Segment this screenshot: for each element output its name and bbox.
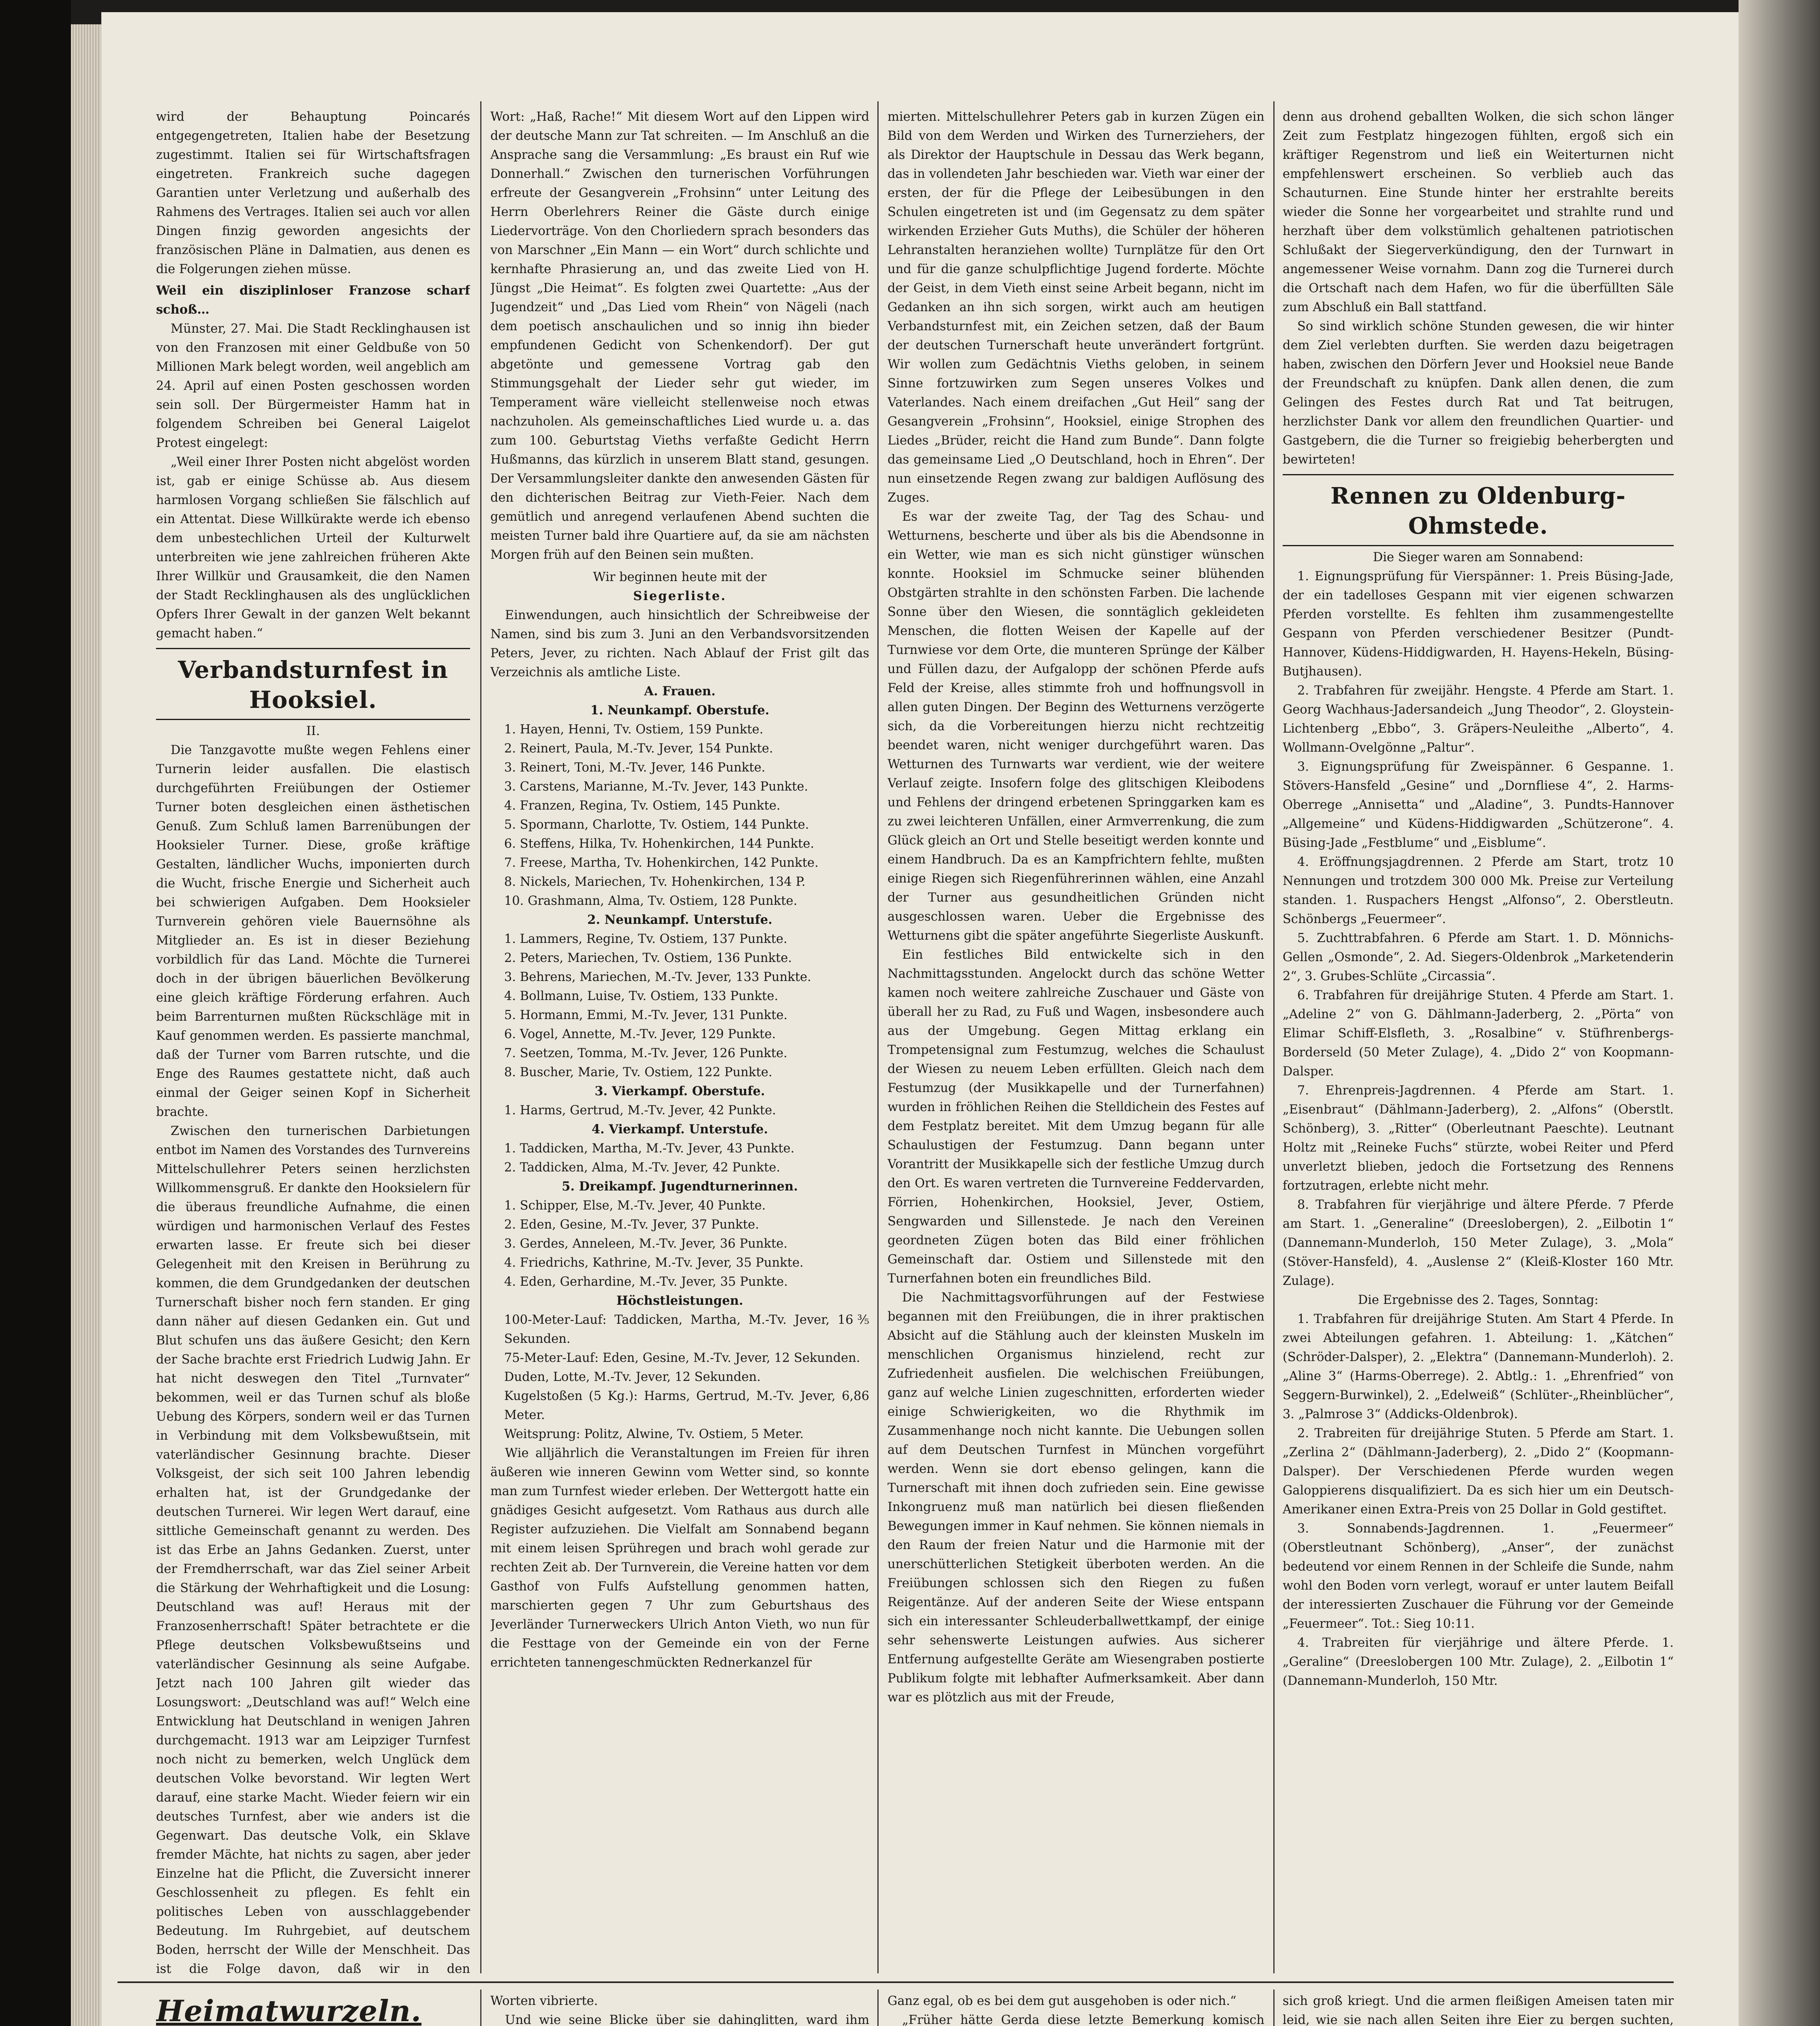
section-title: Verbandsturnfest in Hooksiel. [178,656,449,714]
column-rule [1273,101,1275,1973]
group-head: 5. Dreikampf. Jugendturnerinnen. [562,1179,798,1194]
race-result: 3. Eignungsprüfung für Zweispänner. 6 Gespanne. 1. Stövers-Hansfeld „Gesine“ und „Dornfliese 4“, 2. Harms-Oberrege „Annisetta“ und „Aladine“, 3. Pundts-Hannover „Allgemeine“ und Küdens-Hiddigwarden „Schützerone“. 4. Büsing-Jade „Festblume“ und „Eisblume“. [1283,760,1674,850]
page-edge-stack [71,24,101,2026]
list-item: 7. Freese, Martha, Tv. Hohenkirchen, 142 Punkte. [504,856,819,870]
serial-title: Heimatwurzeln. [156,1994,422,2026]
paragraph: Worten vibrierte. [490,1994,598,2008]
paragraph: mierten. Mittelschullehrer Peters gab in kurzen Zügen ein Bild von dem Werden und Wirken des Turnerziehers, der als Direktor der Hauptschule in Dessau das Werk begann, das in vollendeten Jahr beschieden war. Vieth war einer der ersten, der für die Pflege der Leibesübungen in den Schulen eingetreten ist und (im Gegensatz zu dem später wirkenden Erzieher Guts Muths), die Schüler der höheren Lehranstalten heranziehen wollte) Turnplätze für den Ort und für die ganze schulpflichtige Jugend forderte. Möchte der Geist, in dem Vieth einst seine Arbeit begann, nicht im Gedanken an ihn sich sorgen, wirkt auch am heutigen Verbandsturnfest mit, ein Zeichen setzen, daß der Baum der deutschen Turnerschaft heute unverändert fortgrünt. Wir wollen zum Gedächtnis Vieths geloben, in seinem Sinne fortzuwirken zum Segen unseres Volkes und Vaterlandes. Nach einem dreifachen „Gut Heil“ sang der Gesangverein „Frohsinn“, Hooksiel, einige Strophen des Liedes „Brüder, reicht die Hand zum Bunde“. Dann folgte das gemeinsame Lied „O Deutschland, hoch in Ehren“. Der nun einsetzende Regen zwang zur baldigen Auflösung des Zuges. [888,110,1264,505]
race-result: 5. Zuchttrabfahren. 6 Pferde am Start. 1. D. Mönnichs-Gellen „Osmonde“, 2. Ad. Siegers-Oldenbrok „Marketenderin 2“, 3. Grubes-Schlüte „Circassia“. [1283,931,1674,983]
paragraph: Die Nachmittagsvorführungen auf der Festwiese begannen mit den Freiübungen, die in ihrer praktischen Absicht auf die Stählung auch der kleinsten Muskeln im menschlichen Organismus hinzielend, recht zur Zufriedenheit ausfielen. Die welchischen Freiübungen, ganz auf welche Linien zugeschnitten, erforderten wieder einige Schwierigkeiten, wo die Rhythmik im Zusammenhange noch nicht kannte. Die Uebungen sollen auf dem Deutschen Turnfest in München vorgeführt werden. Wenn sie dort ebenso gelingen, kann die Turnerschaft mit ihnen doch zufrieden sein. Eine gewisse Inkongruenz muß man natürlich bei diesen fließenden Bewegungen immer in Kauf nehmen. Sie können niemals in den Raum der freien Natur und die Harmonie mit der unerschütterlichen Stetigkeit überboten werden. An die Freiübungen schlossen sich den Riegen zu fußen Reigentänze. Auf der anderen Seite der Wiese entspann sich ein interessanter Schleuderballwettkampf, der einige sehr sehenswerte Leistungen aufwies. Aus sicherer Entfernung aufgestellte Geräte am Wiesengraben postierte Publikum folgte mit lebhafter Aufmerksamkeit. Aber dann war es plötzlich aus mit der Freude, [888,1291,1264,1705]
list-item: Weitsprung: Politz, Alwine, Tv. Ostiem, 5 Meter. [504,1427,804,1441]
list-item: 3. Gerdes, Anneleen, M.-Tv. Jever, 36 Punkte. [504,1237,788,1251]
paragraph: Wie alljährlich die Veranstaltungen im Freien für ihren äußeren wie inneren Gewinn vom Wetter sind, so konnte man zum Turnfest wieder erleben. Der Wettergott hatte ein gnädiges Gesicht aufgesetzt. Vom Rathaus aus durch alle Register aufzuziehen. Die Vielfalt am Sonnabend begann mit einem leisen Sprühregen und brach wohl gerade zur rechten Zeit ab. Der Turnverein, die Vereine hatten vor dem Gasthof von Fulfs Aufstellung genommen hatten, marschierten gegen 7 Uhr zum Geburtshaus des Jeverländer Turnerweckers Ulrich Anton Vieth, wo nun für die Festtage von der Gemeinde ein von der Ferne errichteten tannengeschmückten Rednerkanzel für [490,1446,869,1670]
section-heading-box [156,648,470,720]
list-item: 4. Bollmann, Luise, Tv. Ostiem, 133 Punkte. [504,989,778,1003]
race-result: 1. Trabfahren für dreijährige Stuten. Am Start 4 Pferde. In zwei Abteilungen gefahren. 1. Abteilung: 1. „Kätchen“ (Schröder-Dalsper), 2. „Elektra“ (Dannemann-Munderloh). 2. „Aline 3“ (Harms-Oberrege). 2. Abtlg.: 1. „Ehrenfried“ von Seggern-Burwinkel), 2. „Edelweiß“ (Schlüter-„Rheinblücher“, 3. „Palmrose 3“ (Addicks-Oldenbrok). [1283,1312,1674,1421]
list-item: 1. Lammers, Regine, Tv. Ostiem, 137 Punkte. [504,932,787,946]
list-item: 8. Nickels, Mariechen, Tv. Hohenkirchen, 134 P. [504,875,806,889]
list-item: 10. Grashmann, Alma, Tv. Ostiem, 128 Punkte. [504,894,798,908]
paragraph: Münster, 27. Mai. Die Stadt Recklinghausen ist von den Franzosen mit einer Geldbuße von 50 Millionen Mark belegt worden, weil angeblich am 24. April auf einen Posten geschossen worden sein soll. Der Bürgermeister Hamm hat in folgendem Schreiben bei General Laigelot Protest eingelegt: [156,322,470,450]
intro: Wir beginnen heute mit der [593,570,767,584]
serial-column-1 [156,1992,470,2026]
list-note: Einwendungen, auch hinsichtlich der Schreibweise der Namen, sind bis zum 3. Juni an den Verbandsvorsitzenden Peters, Jever, zu richten. Nach Ablauf der Frist gilt das Verzeichnis als amtliche Liste. [490,608,869,680]
paragraph: „Weil einer Ihrer Posten nicht abgelöst worden ist, gab er einige Schüsse ab. Aus diesem harmlosen Vorgang schließen Sie fälschlich auf ein Attentat. Diese Willkürakte werde ich ebenso dem unbestechlichen Urteil der Kulturwelt unterbreiten wie jene zahlreichen früheren Akte Ihrer Willkür und Grausamkeit, die den Namen der Stadt Recklinghausen als des unglücklichen Opfers Ihrer Gewalt in der ganzen Welt bekannt gemacht haben.“ [156,455,470,641]
list-heading: Siegerliste. [633,589,727,603]
race-result: 8. Trabfahren für vierjährige und ältere Pferde. 7 Pferde am Start. 1. „Generaline“ (Dreeslobergen), 2. „Eilbotin 1“ (Dannemann-Munderloh, 150 Meter Zulage), 3. „Mola“ (Stöver-Hansfeld), 4. „Auslense 2“ (Kleiß-Kloster 160 Mtr. Zulage). [1283,1198,1674,1288]
list-item: 6. Steffens, Hilka, Tv. Hohenkirchen, 144 Punkte. [504,837,815,851]
list-item: Duden, Lotte, M.-Tv. Jever, 12 Sekunden. [504,1370,761,1384]
list-item: 1. Schipper, Else, M.-Tv. Jever, 40 Punkte. [504,1199,766,1213]
paragraph: Ein festliches Bild entwickelte sich in den Nachmittagsstunden. Angelockt durch das schöne Wetter kamen noch weitere zahlreiche Zuschauer und Gäste von überall her zu Rad, zu Fuß und Wagen, insbesondere auch aus der Umgebung. Gegen Mittag erklang ein Trompetensignal zum Festumzug, welches die Schaulust der Wiesen zu neuem Leben erfüllten. Gleich nach dem Festumzug (der Musikkapelle und der Turnerfahnen) wurden in fröhlichen Reihen die Stelldichein des Festes auf dem Festplatz bereitet. Mit dem Umzug begann für alle Schaulustigen der Festumzug. Dann begann unter Vorantritt der Musikkapelle sich der festliche Umzug durch den Ort. Es waren vertreten die Turnvereine Feddervarden, Förrien, Hohenkirchen, Hooksiel, Jever, Ostiem, Sengwarden und Sillenstede. Je nach den Vereinen geordneten Zügen boten das Bild einer fröhlichen Gemeinschaft dar. Ostiem und Sillenstede mit den Turnerfahnen boten ein freundliches Bild. [888,948,1264,1286]
list-item: 6. Vogel, Annette, M.-Tv. Jever, 129 Punkte. [504,1027,776,1041]
paragraph: wird der Behauptung Poincarés entgegengetreten, Italien habe der Besetzung zugestimmt. Italien sei für Wirtschaftsfragen eingetreten. Frankreich suche dagegen Garantien unter Verletzung und außerhalb des Rahmens des Vertrages. Italien sei auch vor allen Dingen finzig geworden angesichts der französischen Pläne in Dalmatien, aus denen es die Folgerungen ziehen müsse. [156,110,470,276]
column-2 [490,107,869,1977]
column-3 [888,107,1264,1977]
group-head: 2. Neunkampf. Unterstufe. [587,913,772,927]
list-item: 2. Reinert, Paula, M.-Tv. Jever, 154 Punkte. [504,742,773,756]
list-item: 1. Taddicken, Martha, M.-Tv. Jever, 43 Punkte. [504,1141,795,1156]
list-item: 8. Buscher, Marie, Tv. Ostiem, 122 Punkte. [504,1065,772,1079]
paragraph: So sind wirklich schöne Stunden gewesen, die wir hinter dem Ziel verlebten durften. Sie werden dazu beigetragen haben, zwischen den Dörfern Jever und Hooksiel neue Bande der Freundschaft zu knüpfen. Dank allen denen, die zum Gelingen des Festes durch Rat und Tat beitrugen, herzlichster Dank vor allem den freundlichen Quartier- und Gastgebern, die die Turner so freigiebig beherbergten und bewirteten! [1283,319,1674,467]
intro: Die Sieger waren am Sonnabend: [1373,550,1584,564]
paragraph: Ganz egal, ob es bei dem gut ausgehoben is oder nich.“ [888,1994,1236,2008]
column-1 [156,107,470,1977]
list-item: Kugelstoßen (5 Kg.): Harms, Gertrud, M.-Tv. Jever, 6,86 Meter. [504,1389,869,1422]
column-rule [877,1990,879,2026]
column-rule [480,101,481,1973]
group-women: A. Frauen. [644,684,716,699]
list-item: 4. Friedrichs, Kathrine, M.-Tv. Jever, 35 Punkte. [504,1256,804,1270]
section-roman: II. [306,724,320,738]
book-spine [0,0,71,2026]
list-item: 1. Harms, Gertrud, M.-Tv. Jever, 42 Punkte. [504,1103,776,1118]
list-item: 75-Meter-Lauf: Eden, Gesine, M.-Tv. Jever, 12 Sekunden. [504,1351,860,1365]
paragraph: Die Tanzgavotte mußte wegen Fehlens einer Turnerin leider ausfallen. Die elastisch durchgeführten Freiübungen der Ostiemer Turner boten desgleichen einen ästhetischen Genuß. Zum Schluß lamen Barrenübungen der Hooksieler Turner. Diese, große kräftige Gestalten, ländlicher Wuchs, imponierten durch die Wucht, frische Energie und Sicherheit auch bei schwierigen Aufgaben. Dem Hooksieler Turnverein gehören viele Bauernsöhne als Mitglieder an. Es ist in dieser Beziehung vorbildlich für das Land. Möchte die Turnerei doch in der übrigen bäuerlichen Bevölkerung eine gleich kräftige Förderung erfahren. Auch beim Barrenturnen mußten Rückschläge mit in Kauf genommen werden. Es passierte manchmal, daß der Turner vom Barren rutschte, und die Enge des Raumes gestattete nicht, daß auch einmal der Geiger seinen Kopf in Sicherheit brachte. [156,743,470,1119]
list-item: 3. Reinert, Toni, M.-Tv. Jever, 146 Punkte. [504,761,766,775]
list-item: 1. Hayen, Henni, Tv. Ostiem, 159 Punkte. [504,722,764,737]
group-head: 1. Neunkampf. Oberstufe. [590,703,770,718]
race-result: 2. Trabreiten für dreijährige Stuten. 5 Pferde am Start. 1. „Zerlina 2“ (Dählmann-Jaderberg), 2. „Dido 2“ (Koopmann-Dalsper). Der Verschiedenen Pferde wurden wegen Galoppierens disqualifiziert. Da es sich hier um ein Deutsch-Amerikaner einen Extra-Preis von 25 Dollar in Gold gestiftet. [1283,1426,1674,1517]
list-item: 4. Eden, Gerhardine, M.-Tv. Jever, 35 Punkte. [504,1275,788,1289]
list-item: 7. Seetzen, Tomma, M.-Tv. Jever, 126 Punkte. [504,1046,787,1060]
paragraph: Zwischen den turnerischen Darbietungen entbot im Namen des Vorstandes des Turnvereins Mittelschullehrer Peters seinen herzlichsten Willkommensgruß. Er dankte den Hooksielern für die überaus freundliche Aufnahme, die einen würdigen und harmonischen Verlauf des Festes erwarten lasse. Er freute sich bei dieser Gelegenheit mit den Kreisen in Berührung zu kommen, die dem Grundgedanken der deutschen Turnerschaft bisher noch fern standen. Er ging dann näher auf diesen Gedanken ein. Gut und Blut schufen uns das äußere Gesicht; den Kern der Sache brachte erst Friedrich Ludwig Jahn. Er hat nicht deswegen den Titel „Turnvater“ bekommen, weil er das Turnen schuf als bloße Uebung des Körpers, sondern weil er das Turnen in Verbindung mit dem Volksbewußtsein, mit vaterländischer Gesinnung brachte. Dieser Volksgeist, der sich seit 100 Jahren lebendig erhalten hat, ist der Grundgedanke der deutschen Turnerei. Wir legen Wert darauf, eine sittliche Gemeinschaft genannt zu werden. Des ist das Erbe an Jahns Gedanken. Zuerst, unter der Fremdherrschaft, war das Ziel seiner Arbeit die Stärkung der Wehrhaftigkeit und die Losung: Deutschland was auf! Heraus mit der Franzosenherrschaft! Später betrachtete er die Pflege deutschen Volksbewußtseins und vaterländischer Gesinnung als seine Aufgabe. Jetzt nach 100 Jahren gilt wieder das Losungswort: „Deutschland was auf!“ Welch eine Entwicklung hat Deutschland in wenigen Jahren durchgemacht. 1913 war am Leipziger Turnfest noch nicht zu bemerken, welch Unglück dem deutschen Volke bevorstand. Wir legten Wert darauf, eine starke Macht. Wieder feiern wir ein deutsches Turnfest, aber wie anders ist die Gegenwart. Das deutsche Volk, ein Sklave fremder Mächte, hat nichts zu sagen, aber jeder Einzelne hat die Pflicht, die Zuversicht innerer Geschlossenheit zu pflegen. Es fehlt ein politisches Leben von ausschlaggebender Bedeutung. Im Ruhrgebiet, auf deutschem Boden, herrscht der Wille der Menschheit. Das ist die Folge davon, daß wir in den [156,1124,470,1976]
group-head: 4. Vierkampf. Unterstufe. [591,1122,768,1137]
paragraph: „Früher hätte Gerda diese letzte Bemerkung komisch [902,2013,1264,2026]
right-page-edge [1739,0,1820,2026]
paragraph: Es war der zweite Tag, der Tag des Schau- und Wetturnens, bescherte und über als bis die Abendsonne in ein Wetter, wie man es sich nicht günstiger wünschen konnte. Hooksiel im Schmucke seiner blühenden Obstgärten strahlte in den schönsten Farben. Die lachende Sonne über den Wiesen, die sonntäglich gekleideten Menschen, die flotten Weisen der Kapelle auf der Turnwiese vor dem Orte, die munteren Sprünge der Kälber und Füllen dazu, der Aufgalopp der schönen Pferde aufs Feld der Kreise, alles stimmte froh und hoffnungsvoll in allen guten Dingen. Der Beginn des Wetturnens verzögerte sich, da die Vorbereitungen hierzu nicht rechtzeitig beendet waren, nicht weniger durchgeführt waren. Das Wetturnen des Turnwarts war verdient, wie der weitere Verlauf zeigte. Insofern folge des glitschigen Kleibodens und Fehlens der dringend erbetenen Springgarken kam es zu zwei leichteren Unfällen, einer Armverrenkung, die zum Glück gleich an Ort und Stelle beseitigt werden konnte und einem Handbruch. Da es an Kampfrichtern fehlte, mußten einige Riegen sich Riegenführerinnen wählen, eine Anzahl der Turner aus gesundheitlichen Gründen nicht ausgeschlossen waren. Ueber die Ergebnisse des Wetturnens gibt die später angeführte Siegerliste Auskunft. [888,510,1264,943]
list-item: 100-Meter-Lauf: Taddicken, Martha, M.-Tv. Jever, 16⅗ Sekunden. [504,1313,869,1346]
column-4 [1283,107,1674,1977]
serial-column-4 [1283,1992,1674,2026]
group-head: 3. Vierkampf. Oberstufe. [595,1084,765,1098]
paragraph: Wort: „Haß, Rache!“ Mit diesem Wort auf den Lippen wird der deutsche Mann zur Tat schreiten. — Im Anschluß an die Ansprache sang die Versammlung: „Es braust ein Ruf wie Donnerhall.“ Zwischen den turnerischen Vorführungen erfreute der Gesangverein „Frohsinn“ unter Leitung des Herrn Oberlehrers Reiner die Gäste durch einige Liedervorträge. Von den Chorliedern sprach besonders das von Marschner „Ein Mann — ein Wort“ durch schlichte und kernhafte Phrasierung an, und das zweite Lied von H. Jüngst „Die Heimat“. Es folgten zwei Quartette: „Aus der Jugendzeit“ und „Das Lied vom Rhein“ von Nägeli (nach dem poetisch anschaulichen und so innig ihn bieder empfundenen Gedicht von Schenkendorf). Der gut abgetönte und gemessene Vortrag gab den Stimmungsgehalt der Lieder sehr gut wieder, im Temperament wäre vielleicht stellenweise noch etwas nachzuholen. Als gemeinschaftliches Lied wurde u. a. das zum 100. Geburtstag Vieths verfaßte Gedicht Herrn Hußmanns, das kürzlich in unserem Blatt stand, gesungen. Der Versammlungsleiter dankte den anwesenden Gästen für den dichterischen Beitrag zur Vieth-Feier. Nach dem gemütlich und anregend verlaufenen Abend suchten die meisten Turner bald ihre Quartiere auf, da sie am nächsten Morgen früh auf den Beinen sein mußten. [490,110,869,562]
newspaper-page [101,12,1739,2026]
race-result: 3. Sonnabends-Jagdrennen. 1. „Feuermeer“ (Oberstleutnant Schönberg), „Anser“, der zunächst bedeutend vor einem Rennen in der Schleife die Sunde, nahm wohl den Boden vorn verlegt, worauf er unter lautem Beifall der interessierten Zuschauer die Führung vor der Gemeinde „Feuermeer“. Tot.: Sieg 10:11. [1283,1522,1674,1631]
best-heading: Höchstleistungen. [616,1293,743,1308]
list-item: 4. Franzen, Regina, Tv. Ostiem, 145 Punkte. [504,799,781,813]
list-item: 3. Carstens, Marianne, M.-Tv. Jever, 143 Punkte. [504,780,808,794]
column-rule [1273,1990,1275,2026]
race-result: 1. Eignungsprüfung für Vierspänner: 1. Preis Büsing-Jade, der ein tadelloses Gespann mit vier eigenen schwarzen Pferden vorstellte. Es fehlten ihm zusammengestellte Gespann von Pferden verschiedener Besitzer (Pundt-Hannover, Küdens-Hiddigwarden, H. Hayens-Hekeln, Büsing-Butjhausen). [1283,569,1674,679]
serial-column-3 [888,1992,1264,2026]
serial-column-2 [490,1992,869,2026]
list-item: 5. Hormann, Emmi, M.-Tv. Jever, 131 Punkte. [504,1008,788,1022]
list-item: 5. Spormann, Charlotte, Tv. Ostiem, 144 Punkte. [504,818,809,832]
list-item: 2. Taddicken, Alma, M.-Tv. Jever, 42 Punkte. [504,1160,781,1175]
news-headline: Weil ein disziplinloser Franzose scharf schoß… [156,283,470,317]
race-result: 4. Eröffnungsjagdrennen. 2 Pferde am Start, trotz 10 Nennungen und trotzdem 300 000 Mk. Preise zur Verteilung standen. 1. Ruspachers Hengst „Alfonso“, 2. Oberstleutn. Schönbergs „Feuermeer“. [1283,855,1674,926]
list-item: 3. Behrens, Mariechen, M.-Tv. Jever, 133 Punkte. [504,970,811,984]
paragraph: Und wie seine Blicke über sie dahinglitten, ward ihm [505,2013,869,2026]
paragraph: denn aus drohend geballten Wolken, die sich schon länger Zeit zum Festplatz hingezogen fühlten, ergoß sich ein kräftiger Regenstrom und ließ ein Weiterturnen nicht empfehlenswert erscheinen. So verblieb auch das Schauturnen. Eine Stunde hinter her erstrahlte bereits wieder die Sonne her vorgearbeitet und strahlte rund und herzhaft über dem volkstümlich gehaltenen patriotischen Schlußakt der Siegerverkündigung, den der Turnwart in angemessener Weise vornahm. Dann zog die Turnerei durch die Ortschaft nach dem Hafen, wo für die überfüllten Säle zum Abschluß ein Ball stattfand. [1283,110,1674,314]
results-subheading: Die Ergebnisse des 2. Tages, Sonntag: [1358,1293,1599,1307]
section-title: Rennen zu Oldenburg-Ohmstede. [1330,483,1626,539]
race-result: 7. Ehrenpreis-Jagdrennen. 4 Pferde am Start. 1. „Eisenbraut“ (Dählmann-Jaderberg), 2. „Alfons“ (Oberstlt. Schönberg), 3. „Ritter“ (Oberleutnant Paeschte). Leutnant Holtz mit „Reineke Fuchs“ stürzte, wobei Reiter und Pferd unverletzt blieben, jedoch die Fortsetzung des Rennens fortzutragen, erlebte nicht mehr. [1283,1084,1674,1193]
list-item: 2. Peters, Mariechen, Tv. Ostiem, 136 Punkte. [504,951,792,965]
column-rule [877,101,879,1973]
race-result: 4. Trabreiten für vierjährige und ältere Pferde. 1. „Geraline“ (Dreeslobergen 100 Mtr. Zulage), 2. „Eilbotin 1“ (Dannemann-Munderloh, 150 Mtr. [1283,1636,1674,1688]
column-rule [480,1990,481,2026]
section-heading-box [1283,474,1674,546]
paragraph: sich groß kriegt. Und die armen fleißigen Ameisen taten mir leid, wie sie nach allen Seiten ihre Eier zu bergen suchten, [1283,1994,1674,2026]
race-result: 6. Trabfahren für dreijährige Stuten. 4 Pferde am Start. 1. „Adeline 2“ von G. Dählmann-Jaderberg, 2. „Pörta“ von Elimar Schiff-Elsfleth, 3. „Rosalbine“ v. Stüfhrenbergs-Borderseld (50 Meter Zulage), 4. „Dido 2“ von Koopmann-Dalsper. [1283,988,1674,1079]
feuilleton-divider [118,1981,1674,1983]
race-result: 2. Trabfahren für zweijähr. Hengste. 4 Pferde am Start. 1. Georg Wachhaus-Jadersandeich „Jung Theodor“, 2. Gloystein-Lichtenberg „Ebbo“, 3. Gräpers-Neuleithe „Alberto“, 4. Wollmann-Ovelgönne „Paltur“. [1283,684,1674,755]
list-item: 2. Eden, Gesine, M.-Tv. Jever, 37 Punkte. [504,1218,759,1232]
